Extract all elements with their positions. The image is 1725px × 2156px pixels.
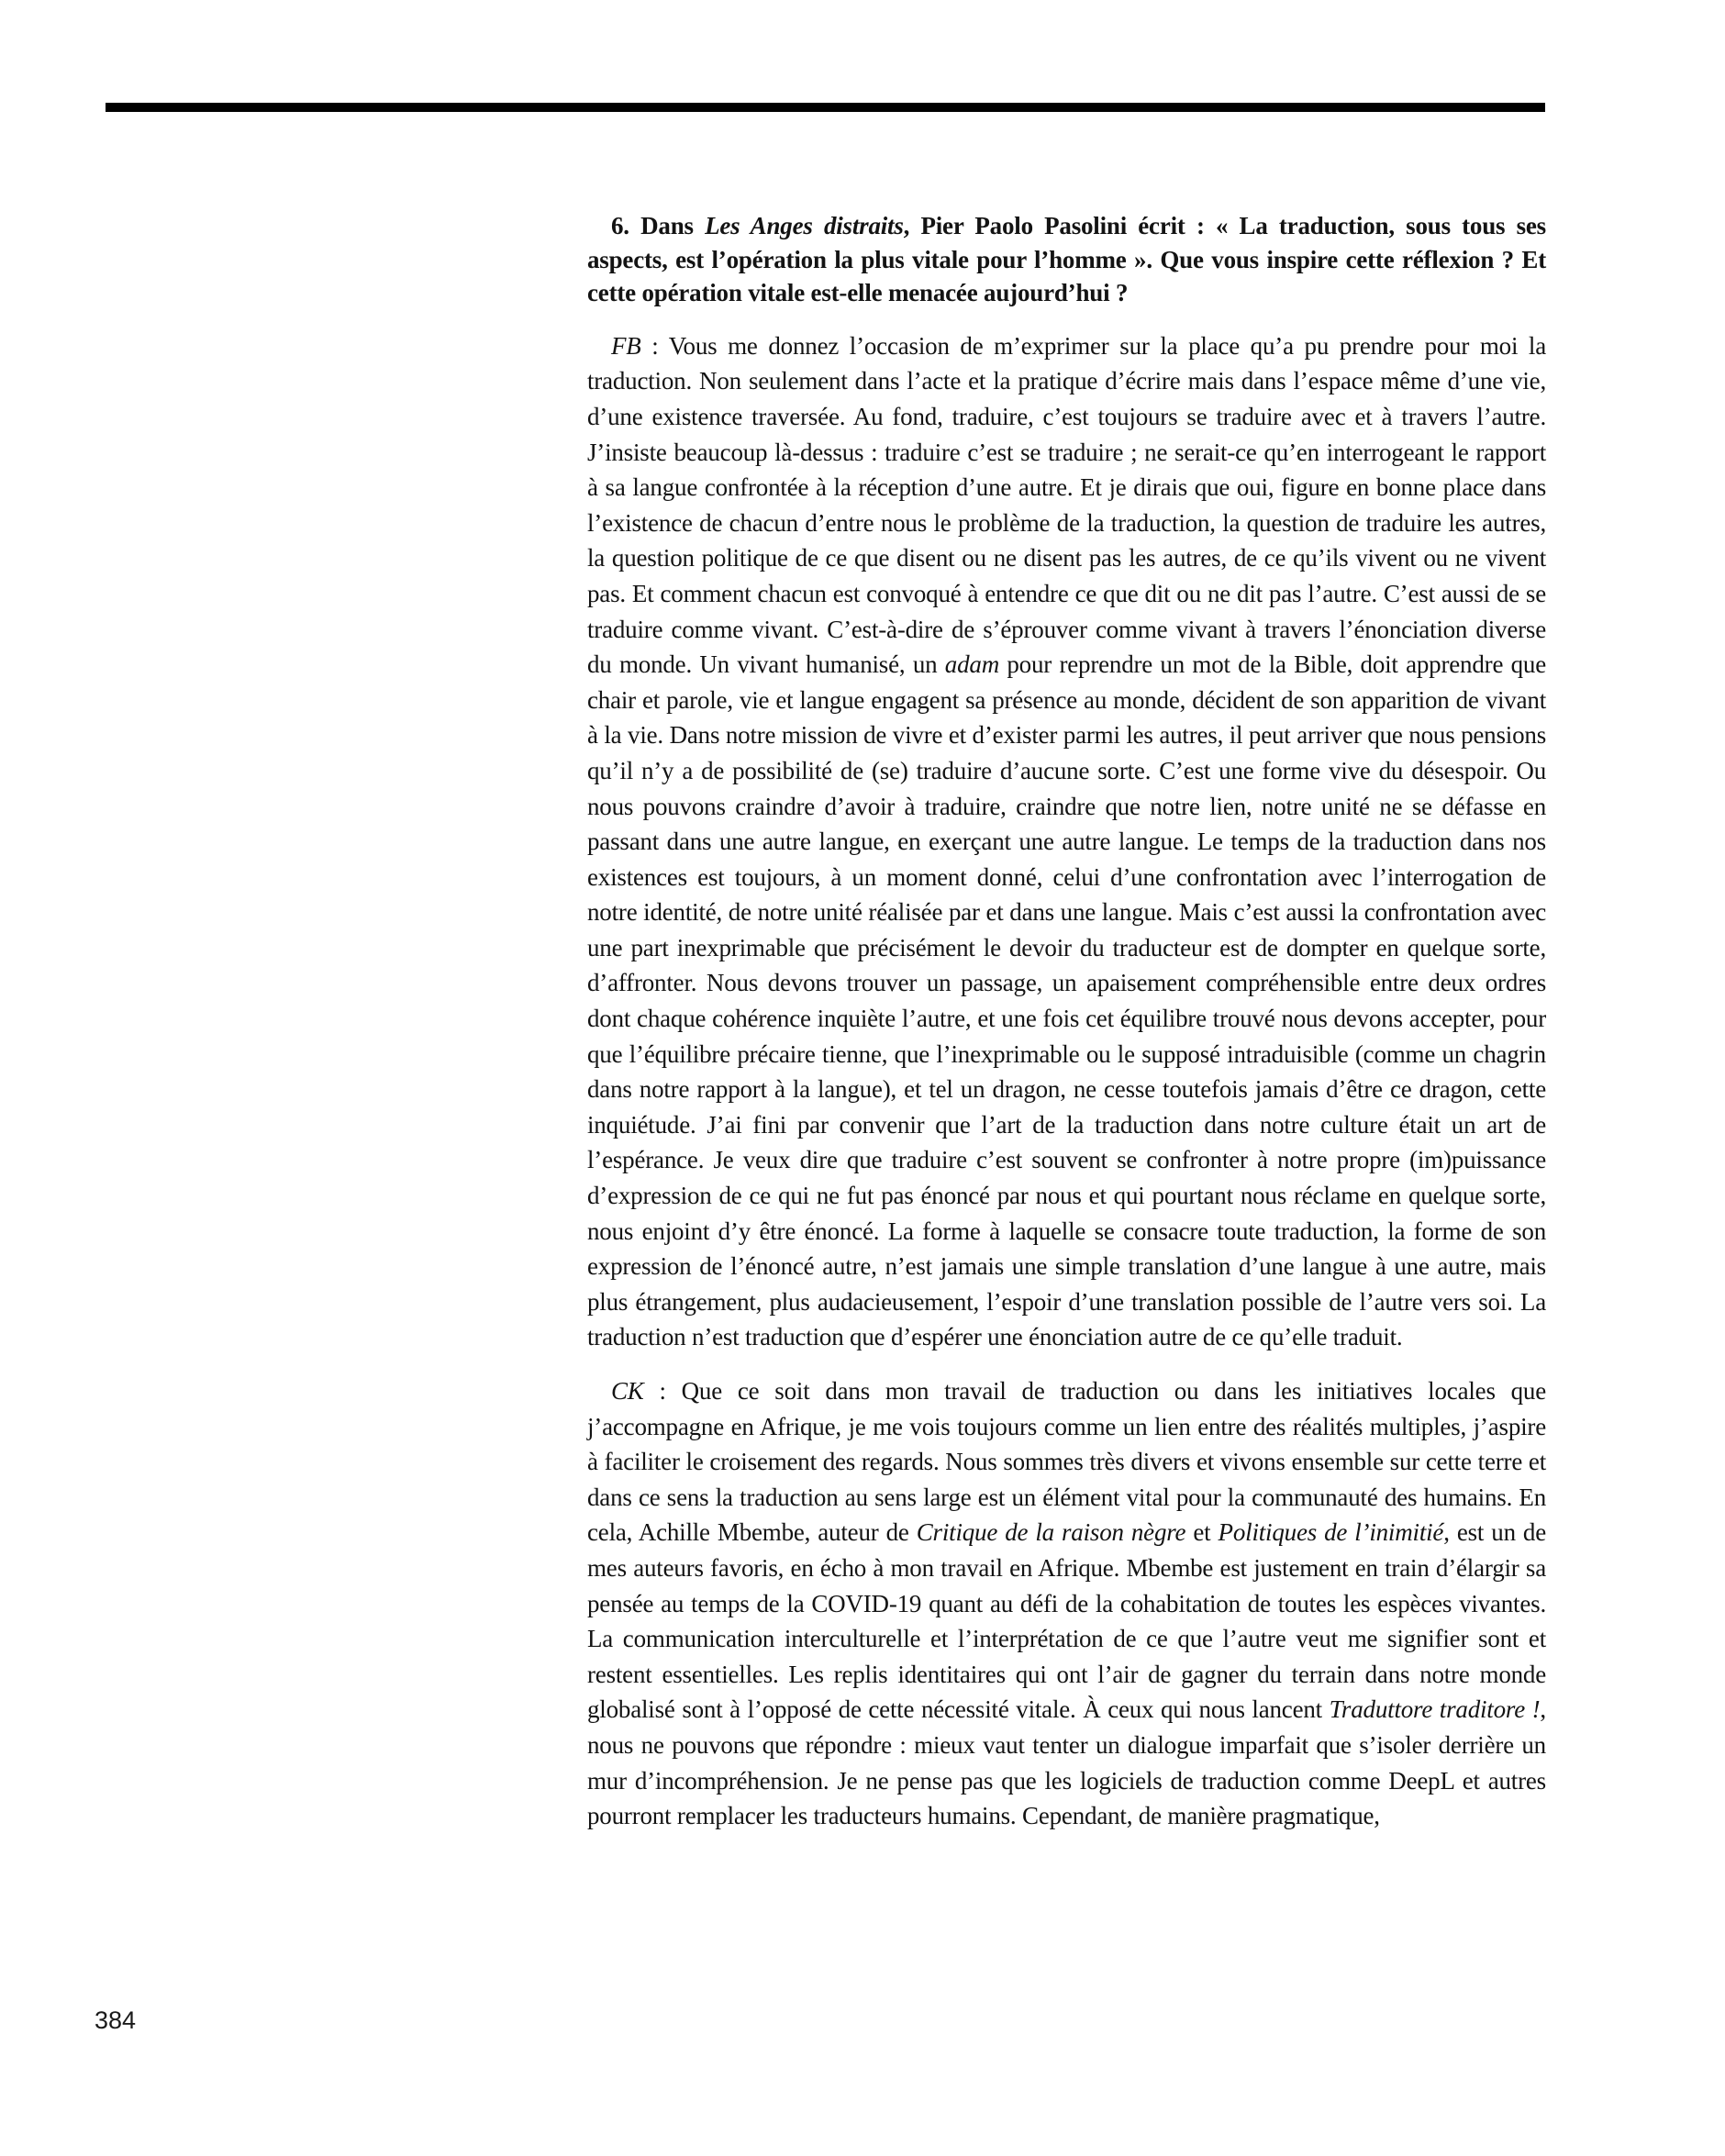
page-number: 384 [95,2006,137,2034]
text-run: 6. Dans [611,212,706,239]
text-run: adam [944,650,999,679]
answer-paragraph-ck [587,1373,1546,1834]
text-run: CK [611,1377,644,1405]
answer-paragraph-fb [587,328,1546,1355]
text-column [587,209,1546,1852]
text-run: , nous ne pouvons que répondre : mieux vaut tenter un dialogue imparfait que s’isoler derrière un mur d’incompréhension. Je ne pense pas que les logiciels de traduction comme DeepL et autres pourront remplacer les traducteurs humains. Cependant, de manière pragmatique, [587,1695,1546,1830]
text-run: : Vous me donnez l’occasion de m’exprimer sur la place qu’a pu prendre pour moi la traduction. Non seulement dans l’acte et la pratique d’écrire mais dans l’espace même d’une vie, d’une existence traversée. Au fond, traduire, c’est toujours se traduire avec et à travers l’autre. J’insiste beaucoup là-dessus : traduire c’est se traduire ; ne serait-ce qu’en interrogeant le rapport à sa langue confrontée à la réception d’une autre. Et je dirais que oui, figure en bonne place dans l’existence de chacun d’entre nous le problème de la traduction, la question de traduire les autres, la question politique de ce que disent ou ne disent pas les autres, de ce qu’ils vivent ou ne vivent pas. Et comment chacun est convoqué à entendre ce que dit ou ne dit pas l’autre. C’est aussi de se traduire comme vivant. C’est-à-dire de s’éprouver comme vivant à travers l’énonciation diverse du monde. Un vivant humanisé, un [587,331,1546,679]
text-run: et [1185,1518,1219,1547]
text-run: Les Anges distraits [705,212,904,239]
text-run: FB [611,331,641,360]
text-run: , Pier Paolo Pasolini écrit : « La traduction, sous tous ses aspects, est l’opération la plus vitale pour l’homme ». Que vous inspire cette réflexion ? Et cette opération vitale est-elle menacée aujourd’hui ? [587,212,1546,307]
text-run: Politiques de l’inimitié [1218,1518,1444,1547]
text-run: pour reprendre un mot de la Bible, doit apprendre que chair et parole, vie et langue engagent sa présence au monde, décident de son apparition de vivant à la vie. Dans notre mission de vivre et d’exister parmi les autres, il peut arriver que nous pensions qu’il n’y a de possibilité de (se) traduire d’aucune sorte. C’est une forme vive du désespoir. Ou nous pouvons craindre d’avoir à traduire, craindre que notre lien, notre unité ne se défasse en passant dans une autre langue, en exerçant une autre langue. Le temps de la traduction dans nos existences est toujours, à un moment donné, celui d’une confrontation avec l’interrogation de notre identité, de notre unité réalisée par et dans une langue. Mais c’est aussi la confrontation avec une part inexprimable que précisément le devoir du traducteur est de dompter en quelque sorte, d’affronter. Nous devons trouver un passage, un apaisement compréhensible entre deux ordres dont chaque cohérence inquiète l’autre, et une fois cet équilibre trouvé nous devons accepter, pour que l’équilibre précaire tienne, que l’inexprimable ou le supposé intraduisible (comme un chagrin dans notre rapport à la langue), et tel un dragon, ne cesse toutefois jamais d’être ce dragon, cette inquiétude. J’ai fini par convenir que l’art de la traduction dans notre culture était un art de l’espérance. Je veux dire que traduire c’est souvent se confronter à notre propre (im)puissance d’expression de ce qui ne fut pas énoncé par nous et qui pourtant nous réclame en quelque sorte, nous enjoint d’y être énoncé. La forme à laquelle se consacre toute traduction, la forme de son expression de l’énoncé autre, n’est jamais une simple translation d’une langue à une autre, mais plus étrangement, plus audacieusement, l’espoir d’une translation possible de l’autre vers soi. La traduction n’est traduction que d’espérer une énonciation autre de ce qu’elle traduit. [587,650,1546,1351]
interview-question [587,209,1546,310]
text-run: : Que ce soit dans mon travail de traduction ou dans les initiatives locales que j’accompagne en Afrique, je me vois toujours comme un lien entre des réalités multiples, j’aspire à faciliter le croisement des regards. Nous sommes très divers et vivons ensemble sur cette terre et dans ce sens la traduction au sens large est un élément vital pour la communauté des humains. En cela, Achille Mbembe, auteur de [587,1377,1546,1547]
text-run: Critique de la raison nègre [916,1518,1186,1547]
text-run: , est un de mes auteurs favoris, en écho à mon travail en Afrique. Mbembe est justement en train d’élargir sa pensée au temps de la COVID-19 quant au défi de la cohabitation de toutes les espèces vivantes. La communication interculturelle et l’interprétation de ce que l’autre veut me signifier sont et restent essentielles. Les replis identitaires qui ont l’air de gagner du terrain dans notre monde globalisé sont à l’opposé de cette nécessité vitale. À ceux qui nous lancent [587,1518,1547,1724]
text-run: Traduttore traditore ! [1329,1695,1541,1724]
header-rule [106,103,1545,112]
